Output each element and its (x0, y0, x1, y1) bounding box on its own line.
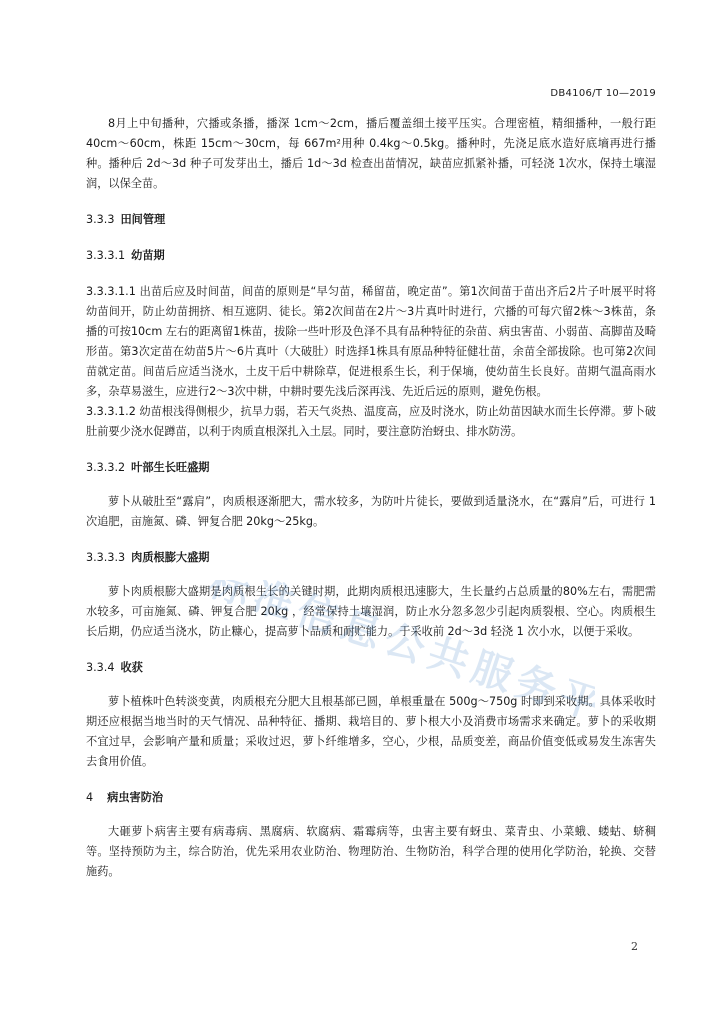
section-heading-3-3-3-2 (86, 458, 656, 478)
clause-3-3-3-1-1: 3.3.3.1.1 出苗后应及时间苗，间苗的原则是“早匀苗，稀留苗，晚定苗”。第1次间苗于苗出齐后2片子叶展平时将幼苗间开，防止幼苗拥挤、相互遮阴、徒长。第2次间苗在2片～3片真叶时进行，穴播的可每穴留2株～3株苗，条播的可按10cm 左右的距离留1株苗，拔除一些叶形及色泽不具有品种特征的杂苗、病虫害苗、小弱苗、高脚苗及畸形苗。第3次定苗在幼苗5片～6片真叶（大破肚）时选择1株具有原品种特征健壮苗，余苗全部拔除。也可第2次间苗就定苗。间苗后应适当浇水，土皮干后中耕除草，促进根系生长，利于保墒，使幼苗生长良好。苗期气温高雨水多，杂草易滋生，应进行2～3次中耕，中耕时要先浅后深再浅、先近后远的原则，避免伤根。 (86, 285, 656, 398)
section-heading-3-3-3-1 (86, 246, 656, 266)
document-code: DB4106/T 10—2019 (550, 88, 656, 99)
document-body (86, 114, 656, 882)
section-heading-3-3-3 (86, 210, 656, 230)
sowing-paragraph: 8月上中旬播种，穴播或条播，播深 1cm～2cm，播后覆盖细土接平压实。合理密植，精细播种，一般行距 40cm～60cm，株距 15cm～30cm，每 667m²用种 0.4kg～0.5kg。播种时，先浇足底水造好底墒再进行播种。播种后 2d～3d 种子可发芽出土，播后 1d～3d 检查出苗情况，缺苗应抓紧补播，可轻浇 1次水，保持土壤湿润，以保全苗。 (86, 117, 656, 190)
pest-control-paragraph: 大砸萝卜病害主要有病毒病、黑腐病、软腐病、霜霉病等，虫害主要有蚜虫、菜青虫、小菜蛾、蝼蛄、蛴稠等。坚持预防为主，综合防治，优先采用农业防治、物理防治、生物防治，科学合理的使用化学防治，轮换、交替施药。 (86, 825, 656, 878)
clause-3-3-3-1-2: 3.3.3.1.2 幼苗根浅得侧根少，抗旱力弱，若天气炎热、温度高，应及时浇水，防止幼苗因缺水而生长停滞。萝卜破肚前要少浇水促蹲苗，以利于肉质直根深扎入土层。同时，要注意防治蚜虫、排水防涝。 (86, 405, 656, 438)
section-number: 3.3.3.2 (86, 461, 126, 474)
section-title: 收获 (120, 661, 143, 674)
page-number: 2 (631, 940, 638, 953)
section-title: 幼苗期 (131, 249, 165, 262)
section-title: 肉质根膨大盛期 (131, 551, 210, 564)
section-number: 3.3.3 (86, 213, 115, 226)
section-title: 田间管理 (120, 213, 166, 226)
section-number: 3.3.4 (86, 661, 115, 674)
harvest-paragraph: 萝卜植株叶色转淡变黄，肉质根充分肥大且根基部已圆，单根重量在 500g～750g 时即到采收期。具体采收时期还应根据当地当时的天气情况、品种特征、播期、栽培目的、萝卜根大小及消费市场需求来确定。萝卜的采收期不宜过早，会影响产量和质量；采收过迟，萝卜纤维增多，空心，少根，品质变差，商品价值变低或易发生冻害失去食用价值。 (86, 695, 656, 768)
section-heading-3-3-3-3 (86, 548, 656, 568)
section-heading-4 (86, 788, 656, 808)
root-swelling-paragraph: 萝卜肉质根膨大盛期是肉质根生长的关键时期，此期肉质根迅速膨大，生长量约占总质量的80%左右，需肥需水较多，可亩施氮、磷、钾复合肥 20kg ，经常保持土壤湿润，防止水分忽多忽少引起肉质裂根、空心。肉质根生长后期，仍应适当浇水，防止糠心，提高萝卜品质和耐贮能力。于采收前 2d～3d 轻浇 1 次小水，以便于采收。 (86, 585, 656, 638)
section-number: 3.3.3.3 (86, 551, 126, 564)
section-number: 4 (86, 791, 94, 804)
section-number: 3.3.3.1 (86, 249, 126, 262)
section-title: 叶部生长旺盛期 (131, 461, 210, 474)
watermark-text: 标准信息公共服务平台 (203, 580, 595, 745)
section-title: 病虫害防治 (107, 791, 164, 804)
section-heading-3-3-4 (86, 658, 656, 678)
leaf-growth-paragraph: 萝卜从破肚至“露肩”，肉质根逐渐肥大，需水较多，为防叶片徒长，要做到适量浇水，在“露肩”后，可进行 1 次追肥，亩施氮、磷、钾复合肥 20kg～25kg。 (86, 495, 656, 528)
